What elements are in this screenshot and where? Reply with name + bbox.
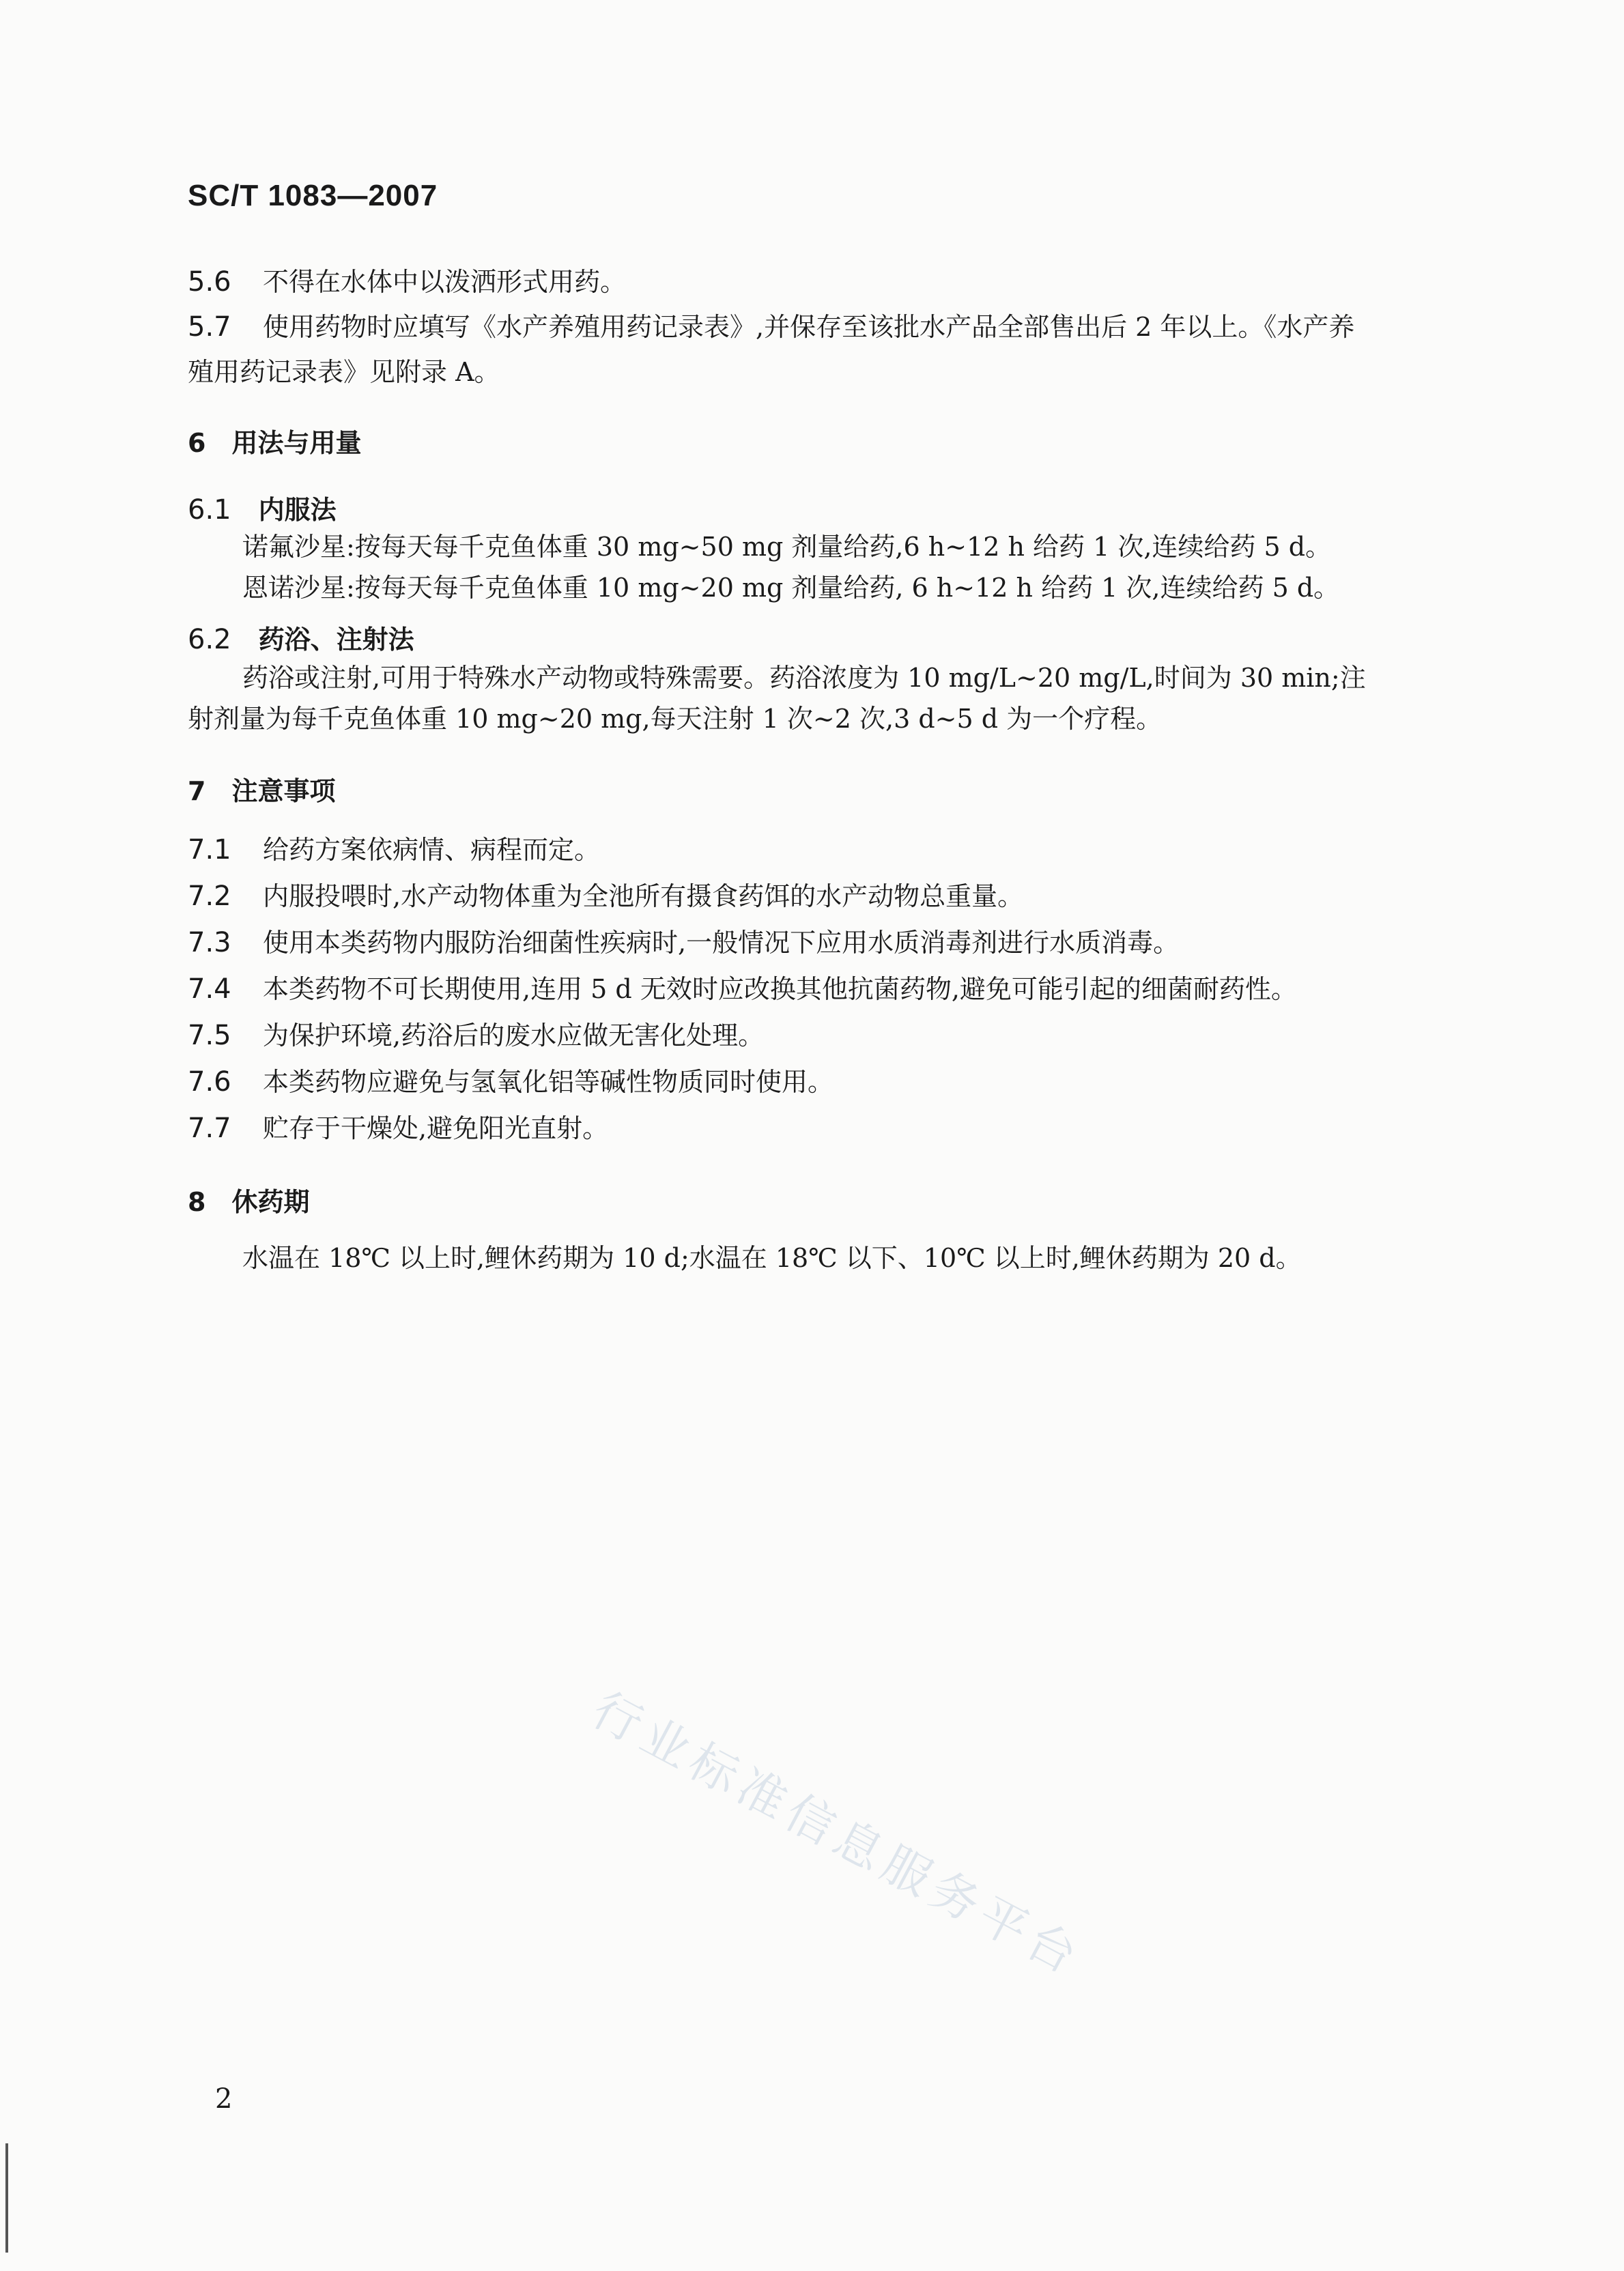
clause-text: 使用药物时应填写《水产养殖用药记录表》,并保存至该批水产品全部售出后 2 年以上。《水产养 xyxy=(263,312,1355,342)
page-number: 2 xyxy=(215,2083,233,2115)
clause-number: 7.6 xyxy=(188,1066,231,1098)
section-6-heading xyxy=(188,422,361,459)
clause-7-1 xyxy=(188,826,600,874)
clause-text: 不得在水体中以泼洒形式用药。 xyxy=(263,267,627,297)
clause-7-2 xyxy=(188,872,1023,920)
clause-number: 5.7 xyxy=(188,311,231,343)
watermark: 行业标准信息服务平台 xyxy=(583,1681,1092,1988)
bath-injection-text-line1: 药浴或注射,可用于特殊水产动物或特殊需要。药浴浓度为 10 mg/L~20 mg/L,时间为 30 min;注 xyxy=(242,663,1366,693)
clause-7-7 xyxy=(188,1104,608,1152)
clause-number: 5.6 xyxy=(188,266,231,298)
document-code: SC/T 1083—2007 xyxy=(188,179,438,212)
clause-text: 内服投喂时,水产动物体重为全池所有摄食药饵的水产动物总重量。 xyxy=(263,881,1024,911)
section-number: 8 xyxy=(188,1187,206,1217)
section-title: 用法与用量 xyxy=(231,428,362,458)
clause-7-5 xyxy=(188,1012,764,1059)
subsection-title: 药浴、注射法 xyxy=(258,625,414,655)
clause-number: 7.3 xyxy=(188,927,231,958)
section-7-heading xyxy=(188,770,335,808)
withdrawal-period-text: 水温在 18℃ 以上时,鲤休药期为 10 d;水温在 18℃ 以下、10℃ 以上时,鲤休药期为 20 d。 xyxy=(242,1243,1302,1273)
section-title: 休药期 xyxy=(231,1187,310,1217)
subsection-title: 内服法 xyxy=(258,495,337,525)
clause-number: 7.7 xyxy=(188,1113,231,1144)
clause-5-7-continuation: 殖用药记录表》见附录 A。 xyxy=(188,357,500,387)
clause-number: 7.4 xyxy=(188,973,231,1005)
clause-text: 使用本类药物内服防治细菌性疾病时,一般情况下应用水质消毒剂进行水质消毒。 xyxy=(263,928,1180,958)
clause-text: 本类药物不可长期使用,连用 5 d 无效时应改换其他抗菌药物,避免可能引起的细菌耐药性。 xyxy=(263,974,1297,1004)
section-title: 注意事项 xyxy=(231,776,336,806)
subsection-number: 6.1 xyxy=(188,494,231,526)
subsection-6-1-heading xyxy=(188,489,337,526)
subsection-number: 6.2 xyxy=(188,624,231,655)
clause-text: 本类药物应避免与氢氧化铝等碱性物质同时使用。 xyxy=(263,1067,834,1097)
clause-7-6 xyxy=(188,1058,834,1106)
subsection-6-2-heading xyxy=(188,618,414,656)
scan-margin-mark xyxy=(5,2143,8,2253)
clause-5-6 xyxy=(188,258,626,306)
dosage-enrofloxacin: 恩诺沙星:按每天每千克鱼体重 10 mg~20 mg 剂量给药, 6 h~12 h 给药 1 次,连续给药 5 d。 xyxy=(242,573,1340,603)
dosage-norfloxacin: 诺氟沙星:按每天每千克鱼体重 30 mg~50 mg 剂量给药,6 h~12 h 给药 1 次,连续给药 5 d。 xyxy=(242,532,1332,562)
clause-text: 给药方案依病情、病程而定。 xyxy=(263,835,601,865)
clause-number: 7.1 xyxy=(188,834,231,866)
clause-text: 为保护环境,药浴后的废水应做无害化处理。 xyxy=(263,1020,765,1051)
section-number: 6 xyxy=(188,428,206,458)
section-number: 7 xyxy=(188,776,206,806)
clause-7-4 xyxy=(188,965,1297,1013)
clause-5-7 xyxy=(188,303,1354,351)
clause-text: 贮存于干燥处,避免阳光直射。 xyxy=(263,1113,609,1143)
section-8-heading xyxy=(188,1181,309,1218)
bath-injection-text-line2: 射剂量为每千克鱼体重 10 mg~20 mg,每天注射 1 次~2 次,3 d~5 d 为一个疗程。 xyxy=(188,704,1163,734)
clause-number: 7.5 xyxy=(188,1020,231,1051)
clause-7-3 xyxy=(188,919,1179,967)
clause-number: 7.2 xyxy=(188,881,231,912)
